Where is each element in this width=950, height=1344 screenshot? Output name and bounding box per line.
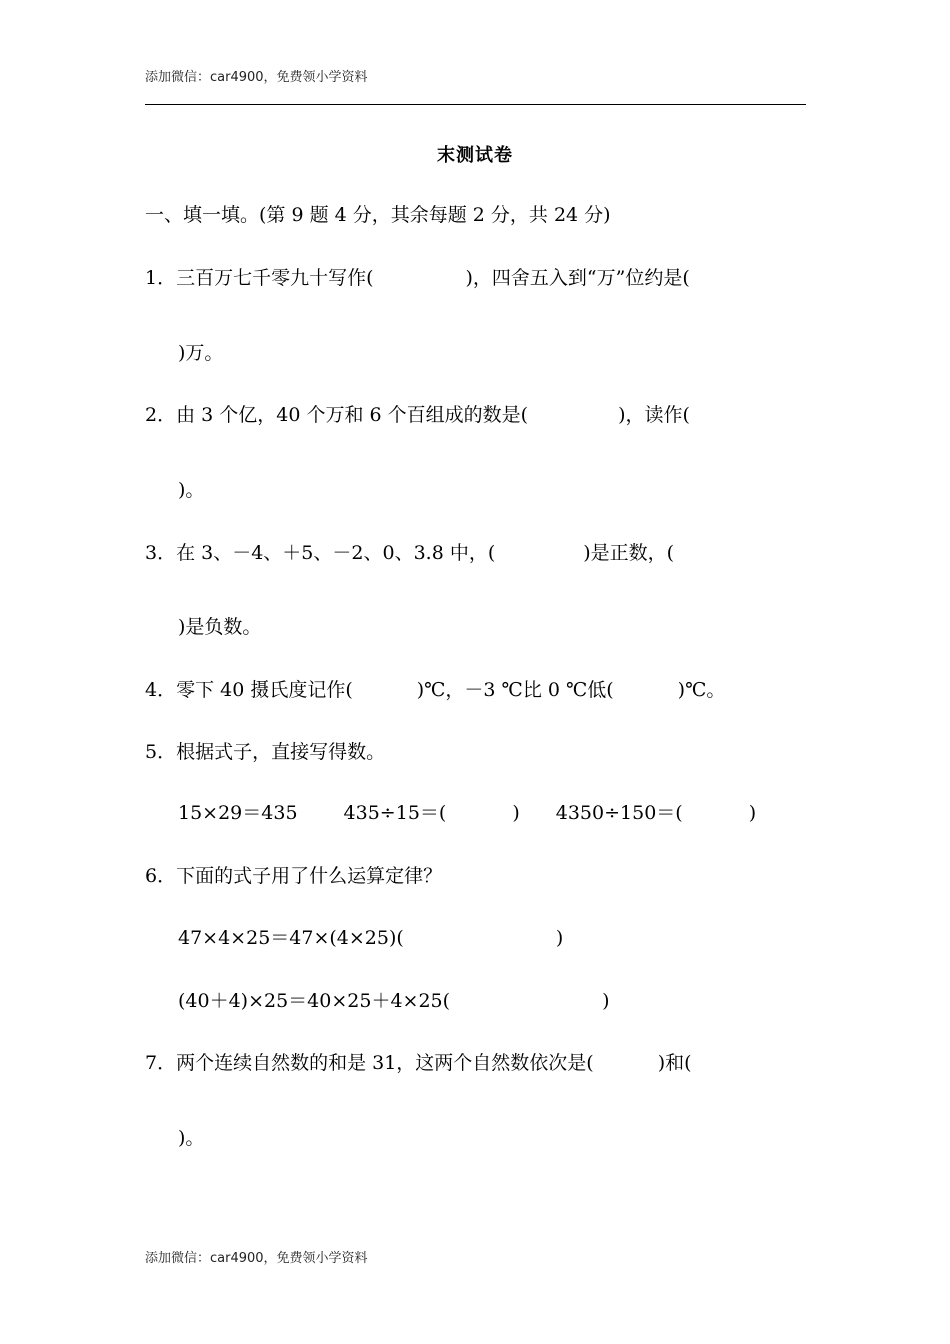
- question-2-continuation: )。: [178, 479, 205, 501]
- close-paren: ): [555, 927, 564, 949]
- question-4-text: 4．零下 40 摄氏度记作(: [145, 679, 353, 701]
- close-paren: ): [512, 802, 520, 824]
- given-equation: 15×29＝435: [178, 802, 298, 824]
- question-1-line: [145, 266, 690, 290]
- question-1-text: 1．三百万七千零九十写作(: [145, 267, 374, 289]
- question-4-text-3: )℃。: [677, 679, 726, 701]
- header-note: 添加微信：car4900，免费领小学资料: [145, 70, 368, 85]
- question-5-equations: [178, 801, 756, 825]
- close-paren: ): [748, 802, 757, 824]
- question-2-text-2: )，读作(: [618, 404, 690, 426]
- question-7-line: [145, 1051, 692, 1075]
- question-5-line: 5．根据式子，直接写得数。: [145, 741, 386, 763]
- expression-2: 4350÷150＝(: [555, 802, 683, 824]
- section-heading: 一、填一填。(第 9 题 4 分，其余每题 2 分，共 24 分): [145, 204, 611, 226]
- question-7-text: 7．两个连续自然数的和是 31，这两个自然数依次是(: [145, 1052, 594, 1074]
- question-4-line: [145, 678, 725, 702]
- question-2-text: 2．由 3 个亿，40 个万和 6 个百组成的数是(: [145, 404, 529, 426]
- footer-note: 添加微信：car4900，免费领小学资料: [145, 1251, 368, 1266]
- expression-1: 435÷15＝(: [343, 802, 447, 824]
- question-7-text-2: )和(: [657, 1052, 692, 1074]
- close-paren: ): [602, 990, 610, 1012]
- equation-2: (40＋4)×25＝40×25＋4×25(: [178, 990, 451, 1012]
- header-rule: [145, 104, 806, 105]
- question-7-continuation: )。: [178, 1127, 205, 1149]
- question-1-text-2: )，四舍五入到“万”位约是(: [465, 267, 690, 289]
- question-3-line: [145, 541, 674, 565]
- question-3-continuation: )是负数。: [178, 616, 262, 638]
- question-6-line: 6．下面的式子用了什么运算定律？: [145, 865, 443, 887]
- question-3-text-2: )是正数，(: [583, 542, 675, 564]
- question-1-continuation: )万。: [178, 342, 224, 364]
- equation-1: 47×4×25＝47×(4×25)(: [178, 927, 404, 949]
- question-6-equation-1: [178, 926, 563, 950]
- question-4-text-2: )℃，－3 ℃比 0 ℃低(: [416, 679, 614, 701]
- question-6-equation-2: [178, 989, 609, 1013]
- question-2-line: [145, 403, 690, 427]
- question-3-text: 3．在 3、－4、＋5、－2、0、3.8 中，(: [145, 542, 496, 564]
- page-title: 末测试卷: [437, 145, 513, 166]
